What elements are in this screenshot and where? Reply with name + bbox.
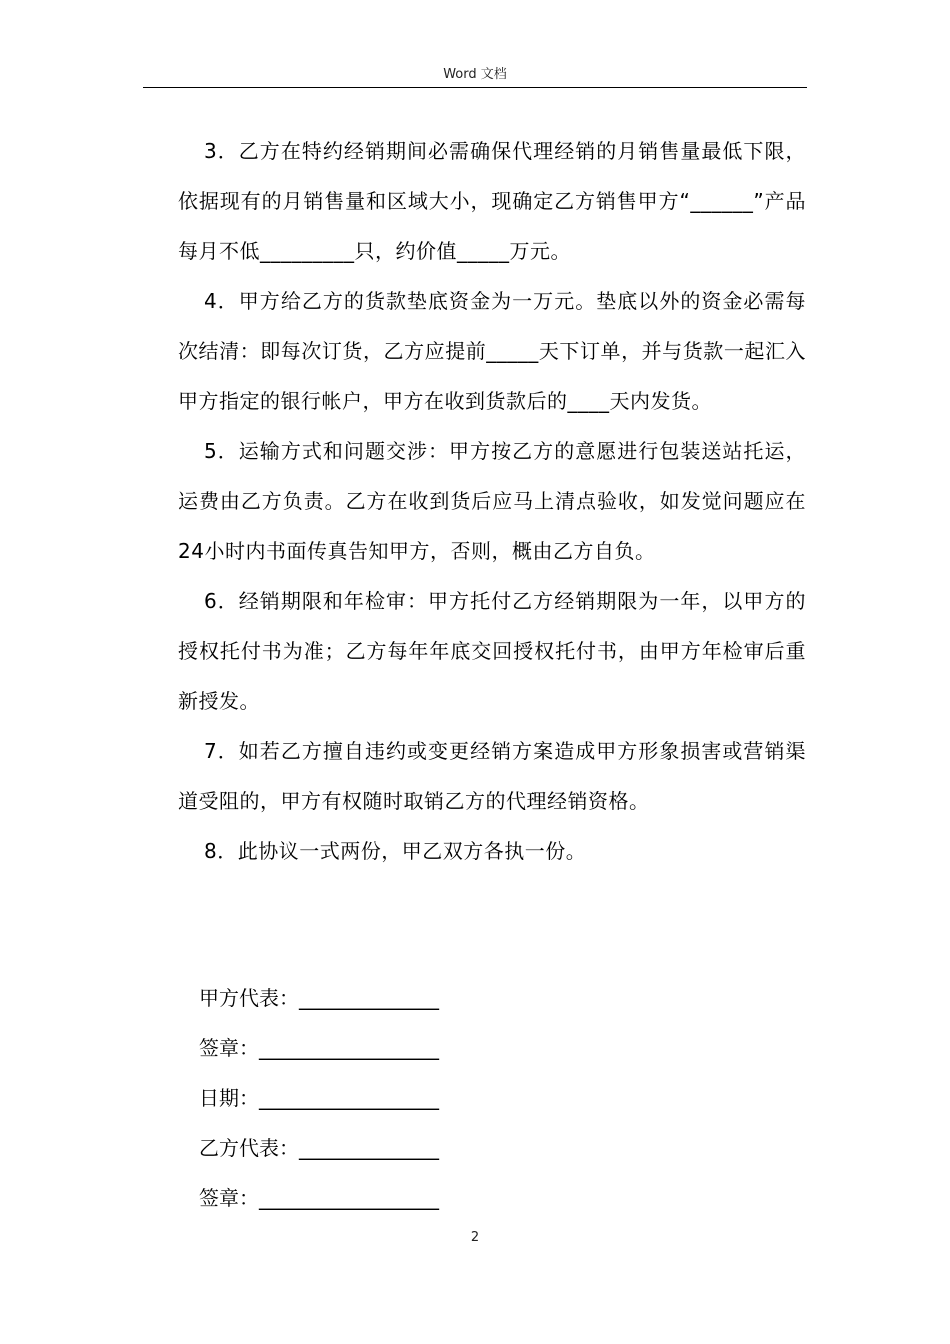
document-body [178,126,806,876]
clause-5: 5．运输方式和问题交涉：甲方按乙方的意愿进行包装送站托运，运费由乙方负责。乙方在收到货后应马上清点验收，如发觉问题应在24小时内书面传真告知甲方，否则，概由乙方自负。 [178,439,806,563]
date-line: 日期：__________________ [199,1086,439,1110]
clause-3: 3．乙方在特约经销期间必需确保代理经销的月销售量最低下限，依据现有的月销售量和区域大小，现确定乙方销售甲方“______”产品每月不低_________只，约价值_____万元。 [178,139,806,263]
page-number: 2 [470,1230,480,1245]
header-divider [143,87,807,88]
clause-6: 6．经销期限和年检审：甲方托付乙方经销期限为一年，以甲方的授权托付书为准；乙方每年年底交回授权托付书，由甲方年检审后重新授发。 [178,589,806,713]
signature-block [199,973,439,1223]
clause-8: 8．此协议一式两份，甲乙双方各执一份。 [204,839,587,863]
clause-4: 4．甲方给乙方的货款垫底资金为一万元。垫底以外的资金必需每次结清：即每次订货，乙方应提前_____天下订单，并与货款一起汇入甲方指定的银行帐户，甲方在收到货款后的____天内发货。 [178,289,806,413]
party-b-representative-line: 乙方代表：______________ [199,1136,439,1160]
party-b-seal-line: 签章：__________________ [199,1186,439,1210]
clause-7: 7．如若乙方擅自违约或变更经销方案造成甲方形象损害或营销渠道受阻的，甲方有权随时取销乙方的代理经销资格。 [178,739,806,813]
party-a-seal-line: 签章：__________________ [199,1036,439,1060]
party-a-representative-line: 甲方代表：______________ [199,986,439,1010]
page-header: Word 文档 [443,67,507,82]
